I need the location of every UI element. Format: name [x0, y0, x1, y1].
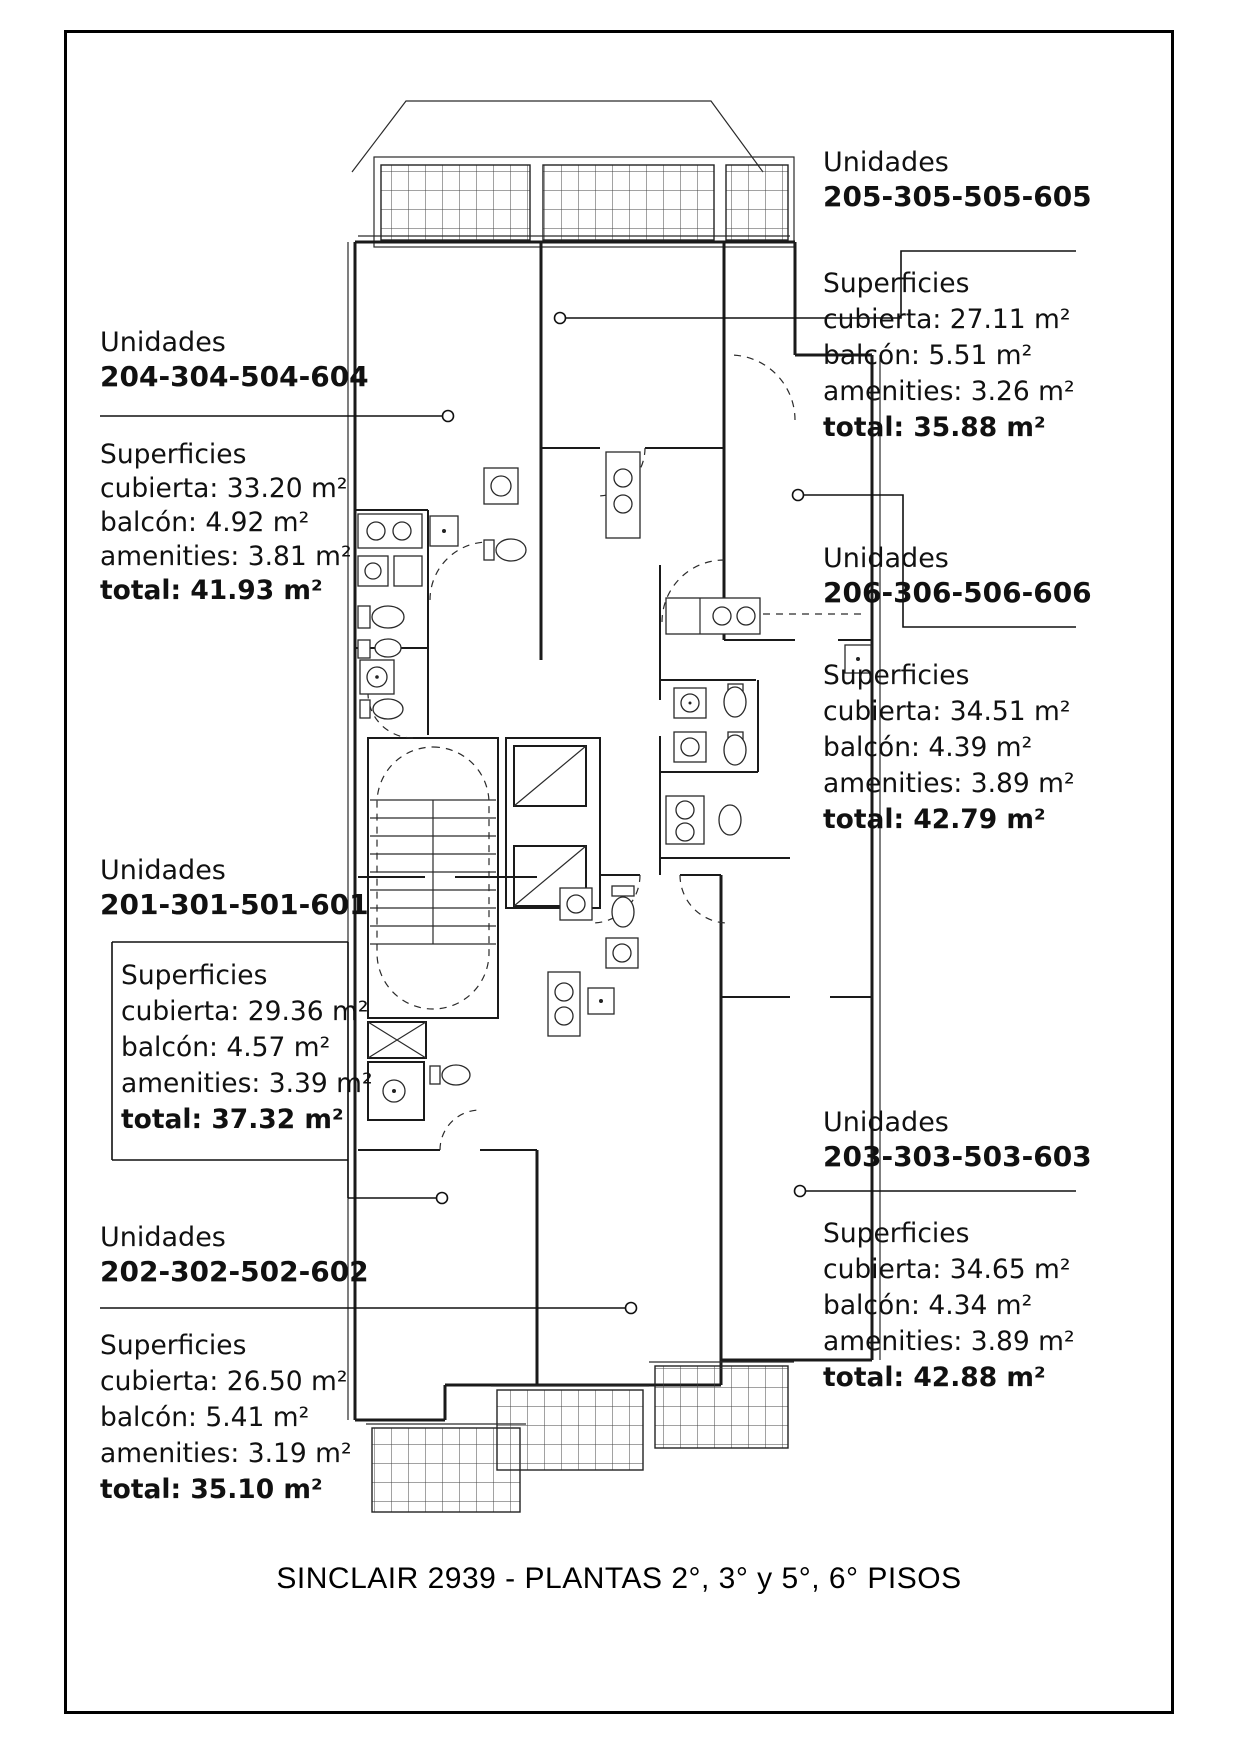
unit-204-numbers: 204-304-504-604 [100, 360, 369, 393]
unit-201-unidades-label: Unidades [100, 855, 226, 886]
unit-201-cubierta: cubierta: 29.36 m² [121, 996, 369, 1027]
unit-206-numbers: 206-306-506-606 [823, 576, 1092, 609]
unit-204-total: total: 41.93 m² [100, 575, 323, 606]
unit-204-areas [100, 438, 352, 608]
unit-204-cubierta: cubierta: 33.20 m² [100, 473, 348, 504]
unit-203-areas [823, 1216, 1075, 1396]
unit-201-numbers: 201-301-501-601 [100, 888, 369, 921]
unit-203-amenities: amenities: 3.89 m² [823, 1326, 1075, 1357]
unit-205-balcon: balcón: 5.51 m² [823, 340, 1033, 371]
unit-206-header [823, 542, 1092, 610]
unit-201-areas [121, 958, 373, 1138]
bathroom-kitchen-fixtures-202 [430, 886, 638, 1085]
unit-203-header [823, 1106, 1092, 1174]
unit-205-total: total: 35.88 m² [823, 412, 1046, 443]
unit-203-superficies-label: Superficies [823, 1218, 970, 1249]
unit-201-balcon: balcón: 4.57 m² [121, 1032, 331, 1063]
outer-walls [348, 236, 880, 1420]
unit-202-cubierta: cubierta: 26.50 m² [100, 1366, 348, 1397]
bathroom-kitchen-fixtures-204 [358, 514, 458, 719]
unit-203-numbers: 203-303-503-603 [823, 1140, 1092, 1173]
unit-204-superficies-label: Superficies [100, 439, 247, 470]
unit-201-amenities: amenities: 3.39 m² [121, 1068, 373, 1099]
leader-202 [100, 1303, 637, 1314]
leader-204 [100, 411, 454, 422]
bathroom-kitchen-fixtures-205 [484, 452, 640, 561]
unit-206-amenities: amenities: 3.89 m² [823, 768, 1075, 799]
unit-201-total: total: 37.32 m² [121, 1104, 344, 1135]
unit-204-header [100, 326, 369, 394]
roof-outline [352, 101, 763, 172]
unit-202-superficies-label: Superficies [100, 1330, 247, 1361]
unit-202-amenities: amenities: 3.19 m² [100, 1438, 352, 1469]
unit-205-header [823, 146, 1092, 214]
unit-204-unidades-label: Unidades [100, 327, 226, 358]
unit-203-balcon: balcón: 4.34 m² [823, 1290, 1033, 1321]
unit-202-numbers: 202-302-502-602 [100, 1255, 369, 1288]
unit-206-cubierta: cubierta: 34.51 m² [823, 696, 1071, 727]
unit-206-balcon: balcón: 4.39 m² [823, 732, 1033, 763]
unit-205-amenities: amenities: 3.26 m² [823, 376, 1075, 407]
unit-206-areas [823, 658, 1075, 838]
stairwell [368, 738, 498, 1120]
unit-204-amenities: amenities: 3.81 m² [100, 541, 352, 572]
unit-202-header [100, 1221, 369, 1289]
unit-204-balcon: balcón: 4.92 m² [100, 507, 310, 538]
unit-201-header [100, 854, 369, 922]
unit-206-total: total: 42.79 m² [823, 804, 1046, 835]
unit-203-total: total: 42.88 m² [823, 1362, 1046, 1393]
unit-205-cubierta: cubierta: 27.11 m² [823, 304, 1071, 335]
unit-202-areas [100, 1328, 352, 1508]
unit-203-cubierta: cubierta: 34.65 m² [823, 1254, 1071, 1285]
top-balcony-grid [374, 157, 794, 247]
unit-202-unidades-label: Unidades [100, 1222, 226, 1253]
unit-206-unidades-label: Unidades [823, 543, 949, 574]
unit-201-superficies-label: Superficies [121, 960, 268, 991]
sheet-caption: SINCLAIR 2939 - PLANTAS 2°, 3° y 5°, 6° PISOS [276, 1562, 962, 1595]
leader-203 [795, 1186, 1077, 1197]
unit-205-numbers: 205-305-505-605 [823, 180, 1092, 213]
unit-203-unidades-label: Unidades [823, 1107, 949, 1138]
unit-202-balcon: balcón: 5.41 m² [100, 1402, 310, 1433]
unit-202-total: total: 35.10 m² [100, 1474, 323, 1505]
unit-205-superficies-label: Superficies [823, 268, 970, 299]
unit-205-unidades-label: Unidades [823, 147, 949, 178]
unit-205-areas [823, 266, 1075, 446]
unit-206-superficies-label: Superficies [823, 660, 970, 691]
elevator-shaft [506, 738, 600, 908]
